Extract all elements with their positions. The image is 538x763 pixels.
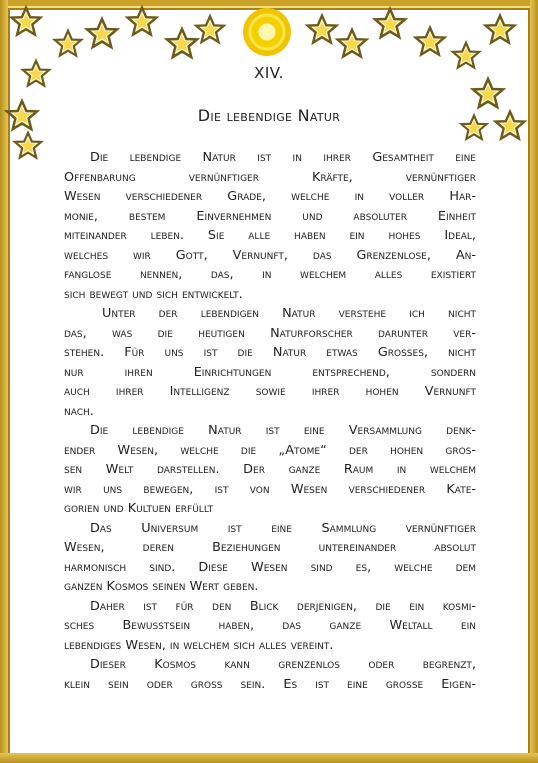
text-line: Dieser Kosmos kann grenzenlos oder begrenzt, (90, 657, 476, 672)
text-line: klein sein oder gross sein. Es ist eine grosse Eigen- (64, 676, 476, 692)
text-line: harmonisch sind. Diese Wesen sind es, welche dem (64, 559, 476, 575)
text-line: nach. (64, 403, 94, 419)
sun-emblem-icon (243, 8, 291, 56)
text-line: Die lebendige Natur ist eine Versammlung denk- (90, 423, 476, 438)
text-line: fanglose nennen, das, in welchem alles existiert (64, 267, 476, 282)
text-line: sches Bewusstsein haben, das ganze Weltall ein (64, 618, 476, 633)
text-line: ganzen Kosmos seinen Wert geben. (64, 579, 259, 594)
text-line: sen Welt darstellen. Der ganze Raum in welchem (64, 462, 476, 477)
text-line: stehen. Für uns ist die Natur etwas Grosses, nicht (64, 345, 476, 360)
text-line: welches wir Gott, Vernunft, das Grenzenlose, An- (64, 247, 476, 263)
text-line: Unter der lebendigen Natur verstehe ich nicht (102, 306, 476, 321)
text-line: wir uns bewegen, ist von Wesen verschiedener Kate- (64, 481, 476, 497)
text-line: Die lebendige Natur ist in ihrer Gesamtheit eine (90, 150, 476, 165)
body-text (64, 148, 476, 694)
frame-bottom (0, 753, 538, 763)
text-line: Wesen verschiedener Grade, welche in voller Har- (64, 189, 476, 204)
text-line: das, was die heutigen Naturforscher darunter ver- (64, 325, 476, 341)
text-line: sich bewegt und sich entwickelt. (64, 286, 243, 302)
text-line: Das Universum ist eine Sammlung vernünftiger (90, 520, 476, 536)
text-line: Daher ist für den Blick derjenigen, die ein kosmi- (90, 598, 476, 614)
text-line: gorien und Kultuen erfüllt (64, 501, 214, 516)
chapter-title: Die lebendige Natur (197, 106, 341, 125)
text-line: nur ihren Einrichtungen entsprechend, sondern (64, 364, 476, 380)
text-line: auch ihrer Intelligenz sowie ihrer hohen Vernunft (64, 384, 476, 399)
chapter-number: XIV. (254, 64, 284, 82)
text-line: monie, bestem Einvernehmen und absoluter Einheit (64, 208, 476, 224)
text-line: ender Wesen, welche die „Atome“ der hohen gros- (64, 442, 476, 458)
text-line: Wesen, deren Beziehungen untereinander absolut (64, 540, 476, 555)
text-line: lebendiges Wesen, in welchem sich alles vereint. (64, 637, 334, 653)
text-line: Offenbarung vernünftiger Kräfte, vernünftiger (64, 169, 476, 185)
text-line: miteinander leben. Sie alle haben ein hohes Ideal, (64, 228, 476, 243)
